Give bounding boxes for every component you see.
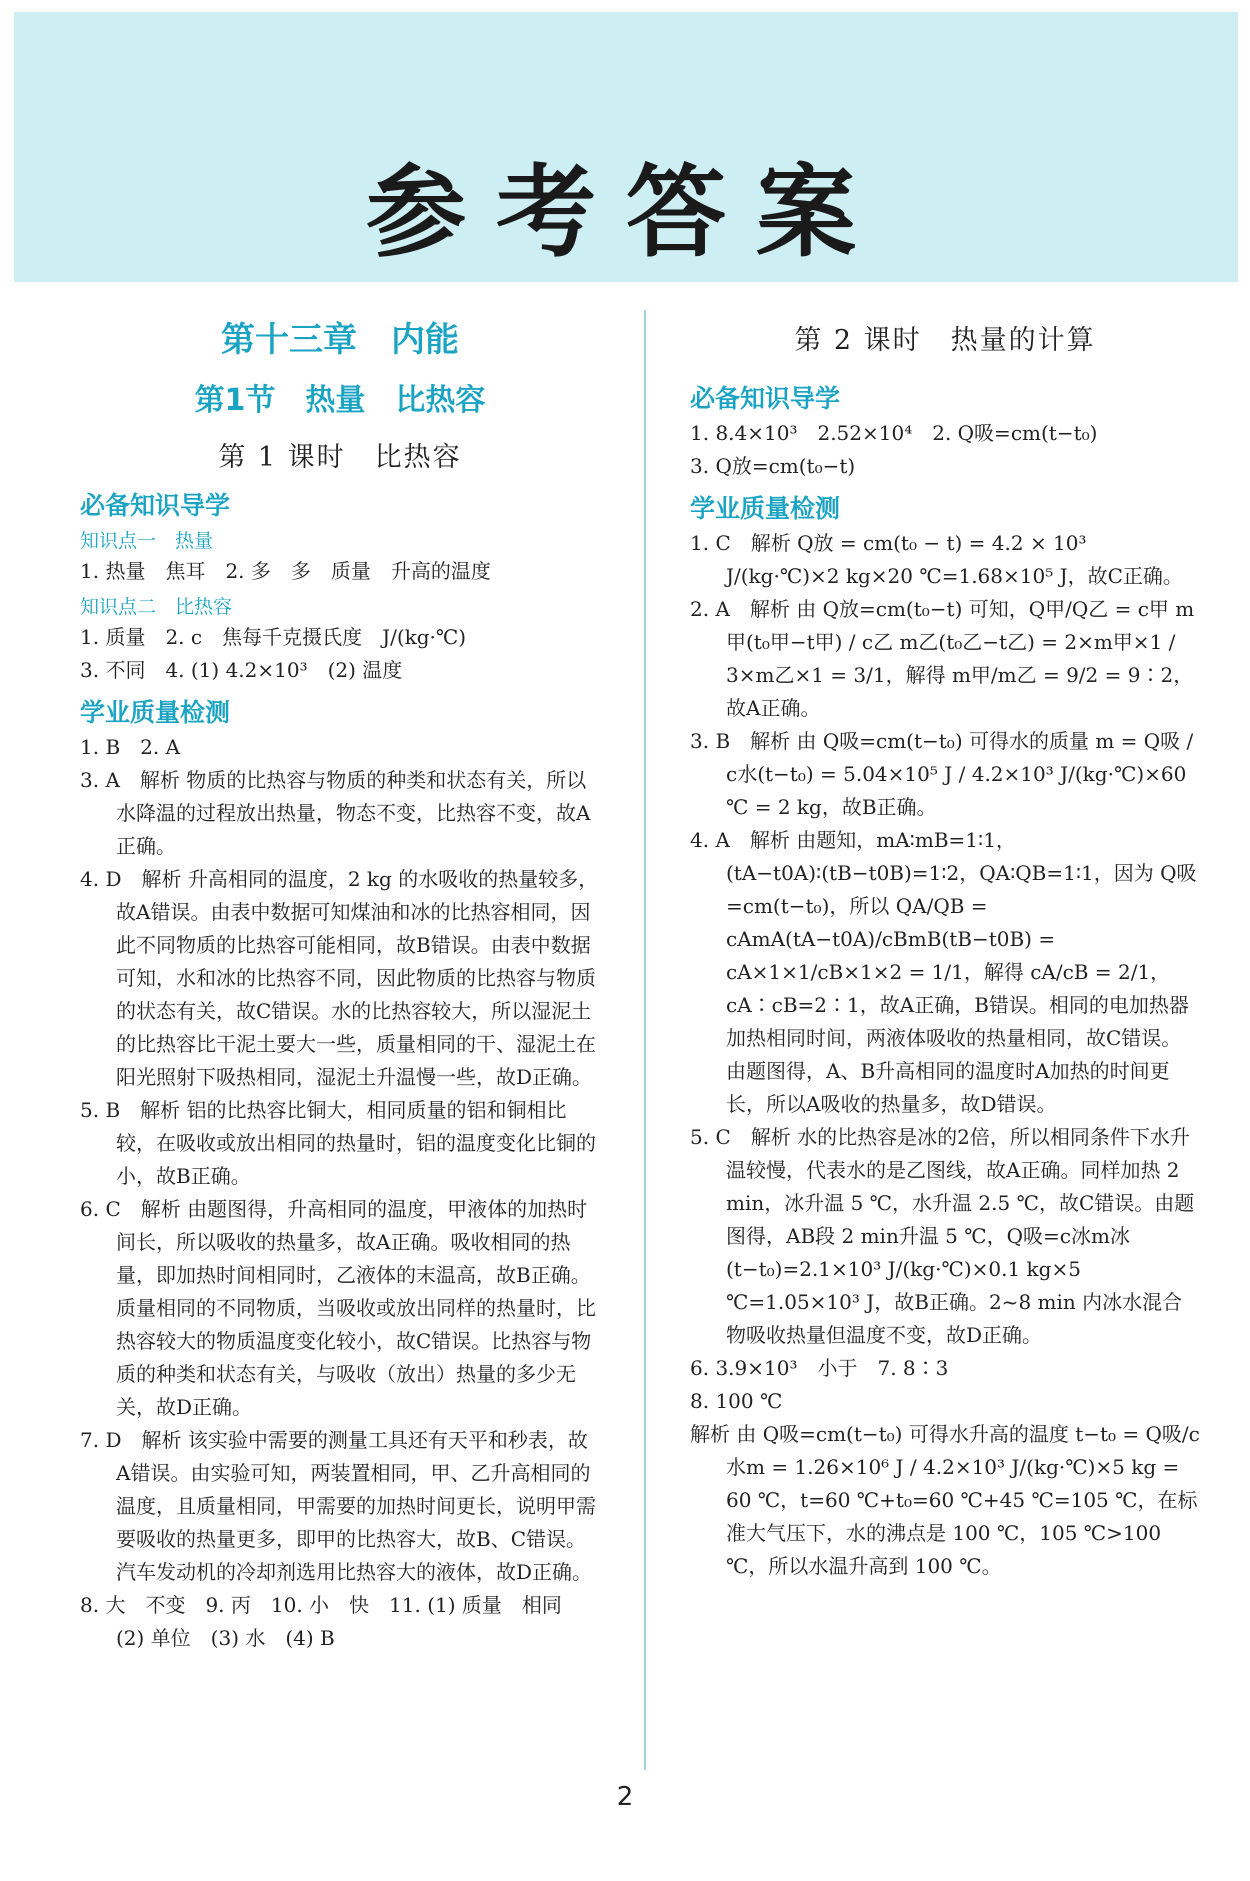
answer-line: 1. 质量 2. c 焦每千克摄氏度 J/(kg·℃) — [80, 625, 467, 649]
answer-item: 7. D 解析 该实验中需要的测量工具还有天平和秒表，故A错误。由实验可知，两装置相同，甲、乙升高相同的温度，且质量相同，甲需要的加热时间更长，说明甲需要吸收的热量更多，即甲的比热容大，故B、C错误。汽车发动机的冷却剂选用比热容大的液体，故D正确。 — [80, 1428, 596, 1584]
heading-quality: 学业质量检测 — [690, 494, 841, 523]
page-number: 2 — [616, 1782, 634, 1812]
knowledge-point-2: 知识点二 比热容 — [80, 596, 233, 618]
answer-item: 8. 100 ℃ — [690, 1389, 783, 1413]
heading-quality: 学业质量检测 — [80, 698, 231, 727]
heading-knowledge: 必备知识导学 — [80, 491, 231, 520]
heading-knowledge: 必备知识导学 — [690, 384, 841, 413]
answer-item: 5. B 解析 铝的比热容比铜大，相同质量的铝和铜相比较，在吸收或放出相同的热量时，铝的温度变化比铜的小，故B正确。 — [80, 1098, 596, 1188]
answer-item: 解析 由 Q吸=cm(t−t₀) 可得水升高的温度 t−t₀ = Q吸/c水m = 1.26×10⁶ J / 4.2×10³ J/(kg·℃)×5 kg = 60 ℃，t=60 ℃+t₀=60 ℃+45 ℃=105 ℃，在标准大气压下，水的沸点是 100 ℃，105 ℃>100 ℃，所以水温升高到 100 ℃。 — [690, 1422, 1200, 1578]
answer-item: 5. C 解析 水的比热容是冰的2倍，所以相同条件下水升温较慢，代表水的是乙图线，故A正确。同样加热 2 min，冰升温 5 ℃，水升温 2.5 ℃，故C错误。由题图得，AB段 2 min升温 5 ℃，Q吸=c冰m冰(t−t₀)=2.1×10³ J/(kg·℃)×0.1 kg×5 ℃=1.05×10³ J，故B正确。2~8 min 内冰水混合物吸收热量但温度不变，故D正确。 — [690, 1125, 1195, 1347]
answer-item: 8. 大 不变 9. 丙 10. 小 快 11. (1) 质量 相同 (2) 单位 (3) 水 (4) B — [80, 1593, 582, 1650]
answer-item: 3. B 解析 由 Q吸=cm(t−t₀) 可得水的质量 m = Q吸 / c水(t−t₀) = 5.04×10⁵ J / 4.2×10³ J/(kg·℃)×60 ℃ = 2 kg，故B正确。 — [690, 729, 1194, 819]
answer-item: 4. A 解析 由题知，mA∶mB=1∶1，(tA−t0A)∶(tB−t0B)=1∶2，QA∶QB=1∶1，因为 Q吸=cm(t−t₀)，所以 QA/QB = cAmA(tA−t0A)/cBmB(tB−t0B) = cA×1×1/cB×1×2 = 1/1，解得 cA/cB = 2/1，cA∶cB=2∶1，故A正确，B错误。相同的电加热器加热相同时间，两液体吸收的热量相同，故C错误。由题图得，A、B升高相同的温度时A加热的时间更长，所以A吸收的热量多，故D错误。 — [690, 828, 1197, 1116]
answer-line: 1. 8.4×10³ 2.52×10⁴ 2. Q吸=cm(t−t₀) — [690, 421, 1098, 445]
page-title: 参考答案 — [366, 154, 886, 271]
lesson-title: 第 2 课时 热量的计算 — [794, 325, 1096, 356]
section-title: 第1节 热量 比热容 — [194, 383, 486, 418]
lesson-title: 第 1 课时 比热容 — [218, 442, 462, 473]
title-banner — [14, 12, 1238, 282]
answer-line: 1. 热量 焦耳 2. 多 多 质量 升高的温度 — [80, 559, 491, 583]
answer-item: 1. C 解析 Q放 = cm(t₀ − t) = 4.2 × 10³ J/(kg·℃)×2 kg×20 ℃=1.68×10⁵ J，故C正确。 — [690, 531, 1183, 588]
answer-line: 3. 不同 4. (1) 4.2×10³ (2) 温度 — [80, 658, 403, 682]
answer-item: 4. D 解析 升高相同的温度，2 kg 的水吸收的热量较多，故A错误。由表中数据可知煤油和冰的比热容相同，因此不同物质的比热容可能相同，故B错误。由表中数据可知，水和冰的比热容不同，因此物质的比热容与物质的状态有关，故C错误。水的比热容较大，所以湿泥土的比热容比干泥土要大一些，质量相同的干、湿泥土在阳光照射下吸热相同，湿泥土升温慢一些，故D正确。 — [80, 867, 599, 1089]
column-divider — [644, 310, 646, 1770]
knowledge-point-1: 知识点一 热量 — [80, 530, 214, 552]
chapter-title: 第十三章 内能 — [221, 320, 459, 360]
answer-item: 6. 3.9×10³ 小于 7. 8∶3 — [690, 1356, 949, 1380]
answer-line: 3. Q放=cm(t₀−t) — [690, 454, 856, 478]
answer-item: 2. A 解析 由 Q放=cm(t₀−t) 可知，Q甲/Q乙 = c甲 m甲(t₀甲−t甲) / c乙 m乙(t₀乙−t乙) = 2×m甲×1 / 3×m乙×1 = 3/1，解得 m甲/m乙 = 9/2 = 9∶2，故A正确。 — [690, 597, 1195, 720]
left-column — [80, 312, 600, 1655]
answer-item: 6. C 解析 由题图得，升高相同的温度，甲液体的加热时间长，所以吸收的热量多，故A正确。吸收相同的热量，即加热时间相同时，乙液体的末温高，故B正确。质量相同的不同物质，当吸收或放出同样的热量时，比热容较大的物质温度变化较小，故C错误。比热容与物质的种类和状态有关，与吸收（放出）热量的多少无关，故D正确。 — [80, 1197, 596, 1419]
answer-item: 3. A 解析 物质的比热容与物质的种类和状态有关，所以水降温的过程放出热量，物态不变，比热容不变，故A正确。 — [80, 768, 591, 858]
right-column — [690, 312, 1200, 1583]
answer-item: 1. B 2. A — [80, 735, 181, 759]
